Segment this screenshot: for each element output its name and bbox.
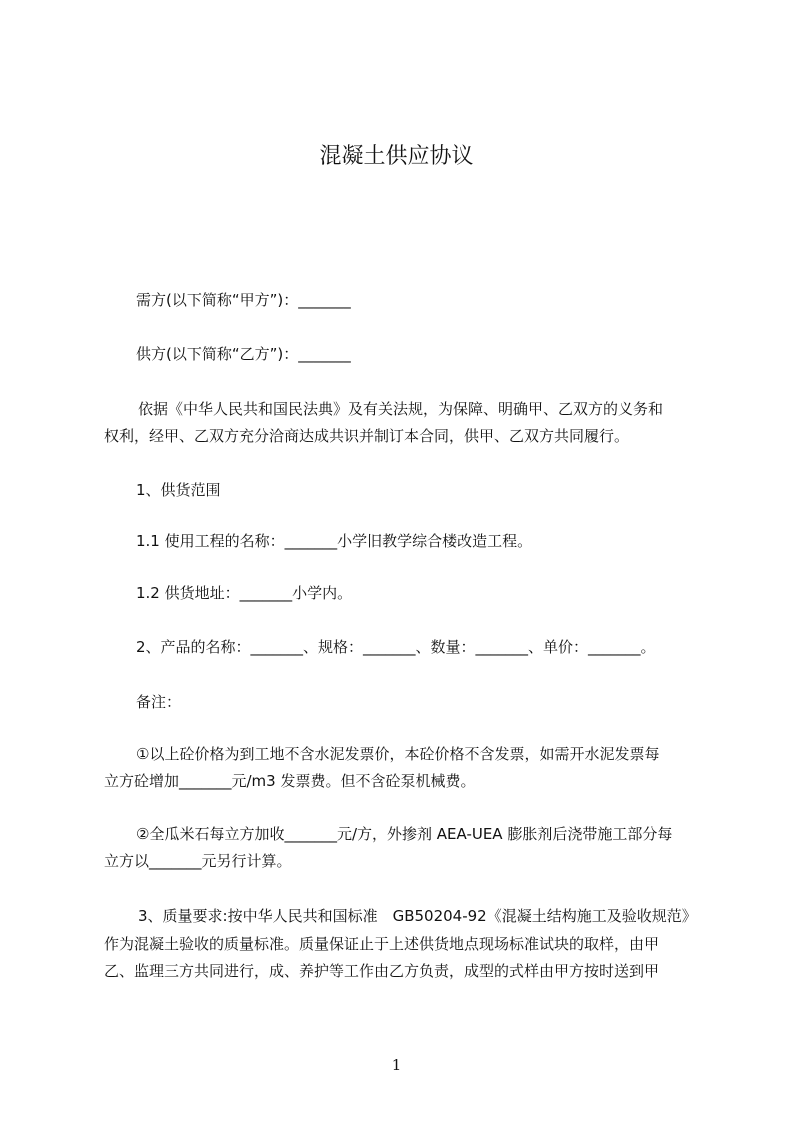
intro-paragraph-line-1: 依据《中华人民共和国民法典》及有关法规，为保障、明确甲、乙双方的义务和 — [138, 400, 664, 418]
note-2-line-2: 立方以_______元另行计算。 — [104, 852, 292, 870]
section-1-2: 1.2 供货地址：_______小学内。 — [136, 584, 353, 602]
party-a-line: 需方(以下简称“甲方”)：_______ — [136, 291, 351, 309]
section-2: 2、产品的名称：_______、规格：_______、数量：_______、单价：_______。 — [136, 638, 656, 656]
section-1-heading: 1、供货范围 — [136, 481, 221, 499]
intro-paragraph-line-2: 权利，经甲、乙双方充分洽商达成共识并制订本合同，供甲、乙双方共同履行。 — [104, 427, 630, 445]
section-3-line-2: 作为混凝土验收的质量标准。质量保证止于上述供货地点现场标准试块的取样，由甲 — [104, 935, 660, 953]
section-3-line-1: 3、质量要求:按中华人民共和国标准 GB50204-92《混凝土结构施工及验收规范》 — [138, 907, 697, 925]
section-3-line-3: 乙、监理三方共同进行，成、养护等工作由乙方负责，成型的式样由甲方按时送到甲 — [104, 962, 660, 980]
party-b-line: 供方(以下简称“乙方”)：_______ — [136, 345, 351, 363]
note-1-line-1: ①以上砼价格为到工地不含水泥发票价，本砼价格不含发票，如需开水泥发票每 — [136, 745, 660, 763]
section-1-1: 1.1 使用工程的名称：_______小学旧教学综合楼改造工程。 — [136, 532, 533, 550]
page-number: 1 — [391, 1056, 402, 1074]
note-1-line-2: 立方砼增加_______元/m3 发票费。但不含砼泵机械费。 — [104, 772, 476, 790]
document-title: 混凝土供应协议 — [319, 144, 474, 169]
remark-heading: 备注： — [136, 693, 182, 711]
note-2-line-1: ②全瓜米石每立方加收_______元/方，外掺剂 AEA-UEA 膨胀剂后浇带施工部分每 — [136, 825, 673, 843]
